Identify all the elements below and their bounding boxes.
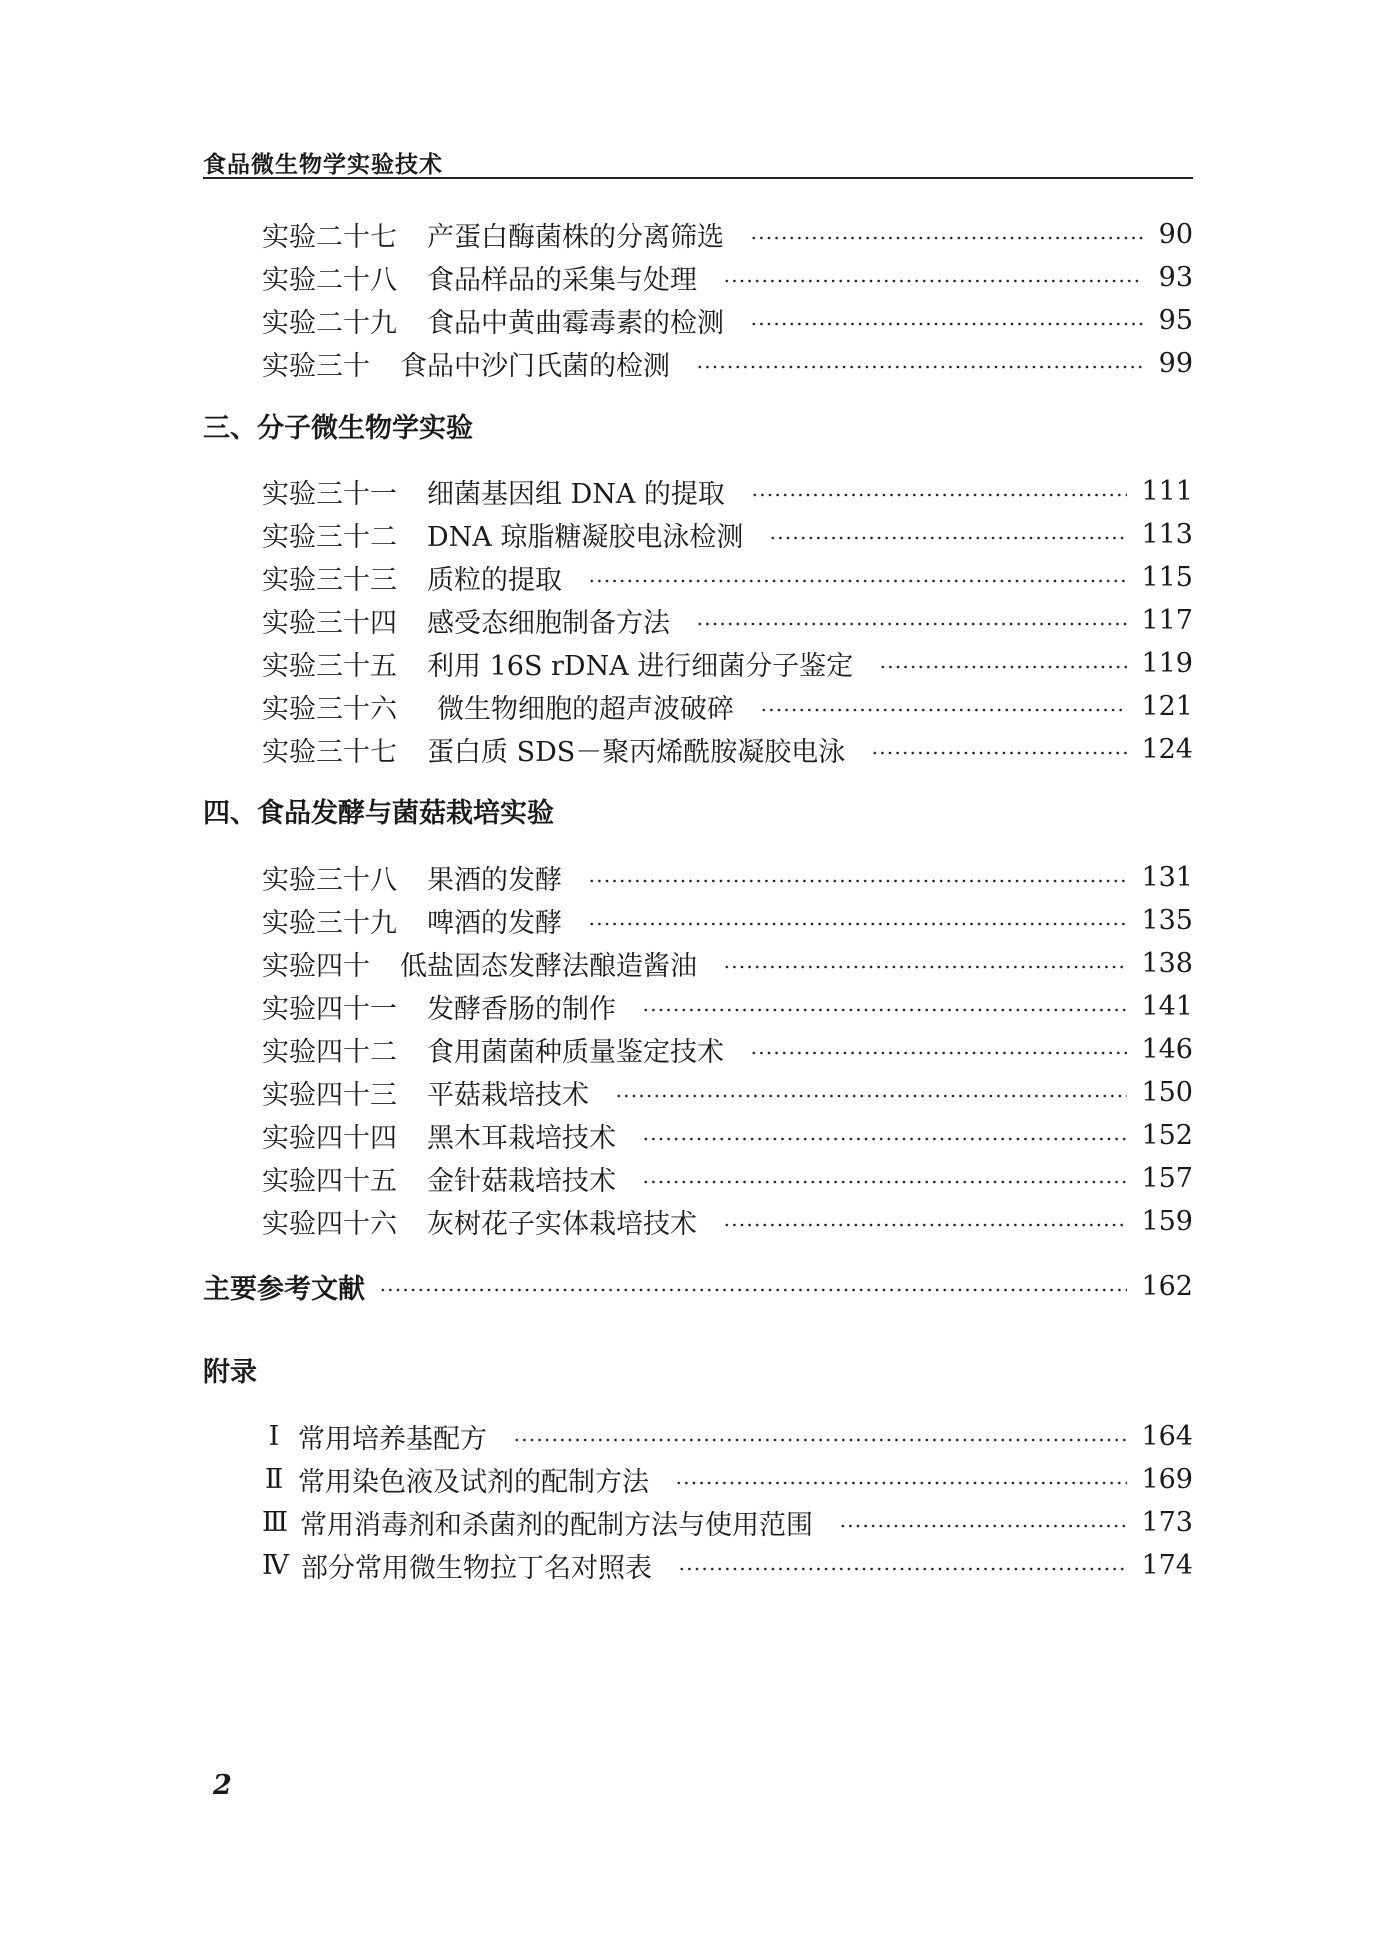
entry-title: 黑木耳栽培技术	[427, 1122, 616, 1154]
dot-leader	[615, 1094, 1127, 1098]
entry-number: Ⅰ	[268, 1420, 280, 1452]
entry-number: Ⅱ	[264, 1463, 284, 1495]
entry-page: 152	[1141, 1119, 1193, 1151]
entry-page: 113	[1141, 518, 1193, 550]
dot-leader	[723, 1223, 1127, 1227]
toc-entry[interactable]	[262, 214, 1193, 254]
entry-title: 食品中黄曲霉毒素的检测	[427, 307, 724, 339]
entry-page: 119	[1141, 647, 1193, 679]
dot-leader	[678, 1567, 1127, 1571]
entry-title: 利用 16S rDNA 进行细菌分子鉴定	[427, 650, 854, 682]
entry-page: 111	[1141, 475, 1193, 507]
dot-leader	[588, 922, 1127, 926]
entry-page: 115	[1141, 561, 1193, 593]
appendix-heading: 附录	[203, 1357, 257, 1388]
toc-entry[interactable]	[262, 1201, 1193, 1241]
entry-number: 实验四十三	[262, 1079, 397, 1111]
entry-page: 117	[1141, 604, 1193, 636]
toc-entry[interactable]	[262, 557, 1193, 597]
entry-title: 食品样品的采集与处理	[427, 264, 697, 296]
entry-title: 平菇栽培技术	[427, 1079, 589, 1111]
toc-entry[interactable]	[262, 1545, 1193, 1585]
dot-leader	[642, 1008, 1127, 1012]
entry-page: 146	[1141, 1033, 1193, 1065]
toc-entry[interactable]	[262, 1115, 1193, 1155]
entry-title: DNA 琼脂糖凝胶电泳检测	[427, 521, 744, 553]
entry-title: 食用菌菌种质量鉴定技术	[427, 1036, 724, 1068]
entry-title: 果酒的发酵	[427, 864, 562, 896]
entry-page: 99	[1158, 347, 1193, 379]
entry-number: 实验四十四	[262, 1122, 397, 1154]
entry-number: 实验四十五	[262, 1165, 397, 1197]
toc-entry[interactable]	[262, 986, 1193, 1026]
toc-entry[interactable]	[262, 600, 1193, 640]
dot-leader	[769, 536, 1127, 540]
entry-number: 实验四十二	[262, 1036, 397, 1068]
dot-leader	[750, 236, 1143, 240]
toc-entry[interactable]	[262, 729, 1193, 769]
entry-number: 实验二十八	[262, 264, 397, 296]
entry-title: 食品中沙门氏菌的检测	[400, 350, 670, 382]
entry-page: 174	[1141, 1549, 1193, 1581]
entry-title: 微生物细胞的超声波破碎	[437, 693, 734, 725]
dot-leader	[379, 1288, 1127, 1292]
toc-entry[interactable]	[262, 900, 1193, 940]
toc-entry[interactable]	[262, 643, 1193, 683]
dot-leader	[751, 493, 1128, 497]
toc-entry[interactable]	[262, 1416, 1193, 1456]
entry-page: 169	[1141, 1463, 1193, 1495]
bibliography-title: 主要参考文献	[203, 1273, 365, 1305]
entry-page: 157	[1141, 1162, 1193, 1194]
dot-leader	[723, 279, 1143, 283]
entry-page: 141	[1141, 990, 1193, 1022]
dot-leader	[513, 1438, 1127, 1442]
entry-number: 实验三十五	[262, 650, 397, 682]
entry-page: 93	[1158, 261, 1193, 293]
header-rule	[203, 177, 1193, 179]
entry-number: 实验三十四	[262, 607, 397, 639]
toc-entry[interactable]	[262, 514, 1193, 554]
dot-leader	[760, 708, 1127, 712]
dot-leader	[588, 579, 1127, 583]
dot-leader	[696, 622, 1127, 626]
entry-page: 162	[1141, 1270, 1193, 1302]
entry-title: 常用消毒剂和杀菌剂的配制方法与使用范围	[300, 1509, 814, 1541]
toc-entry[interactable]	[262, 943, 1193, 983]
entry-number: Ⅳ	[262, 1549, 289, 1581]
entry-page: 95	[1158, 304, 1193, 336]
entry-page: 135	[1141, 904, 1193, 936]
dot-leader	[750, 322, 1143, 326]
entry-number: 实验三十八	[262, 864, 397, 896]
entry-title: 质粒的提取	[427, 564, 562, 596]
entry-page: 173	[1141, 1506, 1193, 1538]
entry-number: 实验三十六	[262, 693, 397, 725]
dot-leader	[879, 665, 1127, 669]
entry-number: 实验四十一	[262, 993, 397, 1025]
entry-page: 124	[1141, 733, 1193, 765]
entry-page: 138	[1141, 947, 1193, 979]
entry-page: 121	[1141, 690, 1193, 722]
dot-leader	[750, 1051, 1127, 1055]
entry-number: 实验三十	[262, 350, 370, 382]
toc-entry-bibliography[interactable]	[203, 1266, 1193, 1306]
running-head: 食品微生物学实验技术	[203, 152, 443, 178]
entry-title: 部分常用微生物拉丁名对照表	[300, 1552, 652, 1584]
dot-leader	[839, 1524, 1127, 1528]
toc-entry[interactable]	[262, 1459, 1193, 1499]
entry-number: 实验二十九	[262, 307, 397, 339]
dot-leader	[696, 365, 1143, 369]
entry-page: 164	[1141, 1420, 1193, 1452]
section-heading: 三、分子微生物学实验	[203, 413, 473, 444]
toc-entry[interactable]	[262, 1072, 1193, 1112]
entry-title: 常用染色液及试剂的配制方法	[298, 1466, 649, 1498]
entry-page: 131	[1141, 861, 1193, 893]
toc-entry[interactable]	[262, 343, 1193, 383]
entry-title: 金针菇栽培技术	[427, 1165, 616, 1197]
entry-number: 实验四十	[262, 950, 370, 982]
entry-number: 实验三十九	[262, 907, 397, 939]
toc-entry[interactable]	[262, 1029, 1193, 1069]
dot-leader	[871, 751, 1127, 755]
toc-entry[interactable]	[262, 857, 1193, 897]
entry-number: 实验三十七	[262, 736, 397, 768]
toc-entry[interactable]	[262, 686, 1193, 726]
section-heading: 四、食品发酵与菌菇栽培实验	[203, 798, 554, 829]
entry-page: 159	[1141, 1205, 1193, 1237]
entry-title: 感受态细胞制备方法	[427, 607, 670, 639]
entry-title: 蛋白质 SDS－聚丙烯酰胺凝胶电泳	[427, 736, 846, 768]
toc-entry[interactable]	[262, 300, 1193, 340]
entry-title: 灰树花子实体栽培技术	[427, 1208, 697, 1240]
entry-number: 实验三十三	[262, 564, 397, 596]
entry-number: Ⅲ	[262, 1506, 289, 1538]
page-number: 2	[213, 1770, 232, 1801]
dot-leader	[642, 1137, 1127, 1141]
entry-number: 实验三十二	[262, 521, 397, 553]
entry-title: 啤酒的发酵	[427, 907, 562, 939]
entry-page: 150	[1141, 1076, 1193, 1108]
toc-entry[interactable]	[262, 471, 1193, 511]
toc-entry[interactable]	[262, 257, 1193, 297]
entry-title: 产蛋白酶菌株的分离筛选	[427, 221, 724, 253]
entry-title: 低盐固态发酵法酿造酱油	[400, 950, 697, 982]
entry-number: 实验四十六	[262, 1208, 397, 1240]
entry-title: 常用培养基配方	[298, 1423, 487, 1455]
dot-leader	[642, 1180, 1127, 1184]
toc-entry[interactable]	[262, 1502, 1193, 1542]
dot-leader	[588, 879, 1127, 883]
toc-entry[interactable]	[262, 1158, 1193, 1198]
entry-title: 细菌基因组 DNA 的提取	[427, 478, 725, 510]
dot-leader	[675, 1481, 1127, 1485]
dot-leader	[723, 965, 1127, 969]
entry-page: 90	[1158, 218, 1193, 250]
entry-number: 实验三十一	[262, 478, 397, 510]
entry-number: 实验二十七	[262, 221, 397, 253]
entry-title: 发酵香肠的制作	[427, 993, 616, 1025]
